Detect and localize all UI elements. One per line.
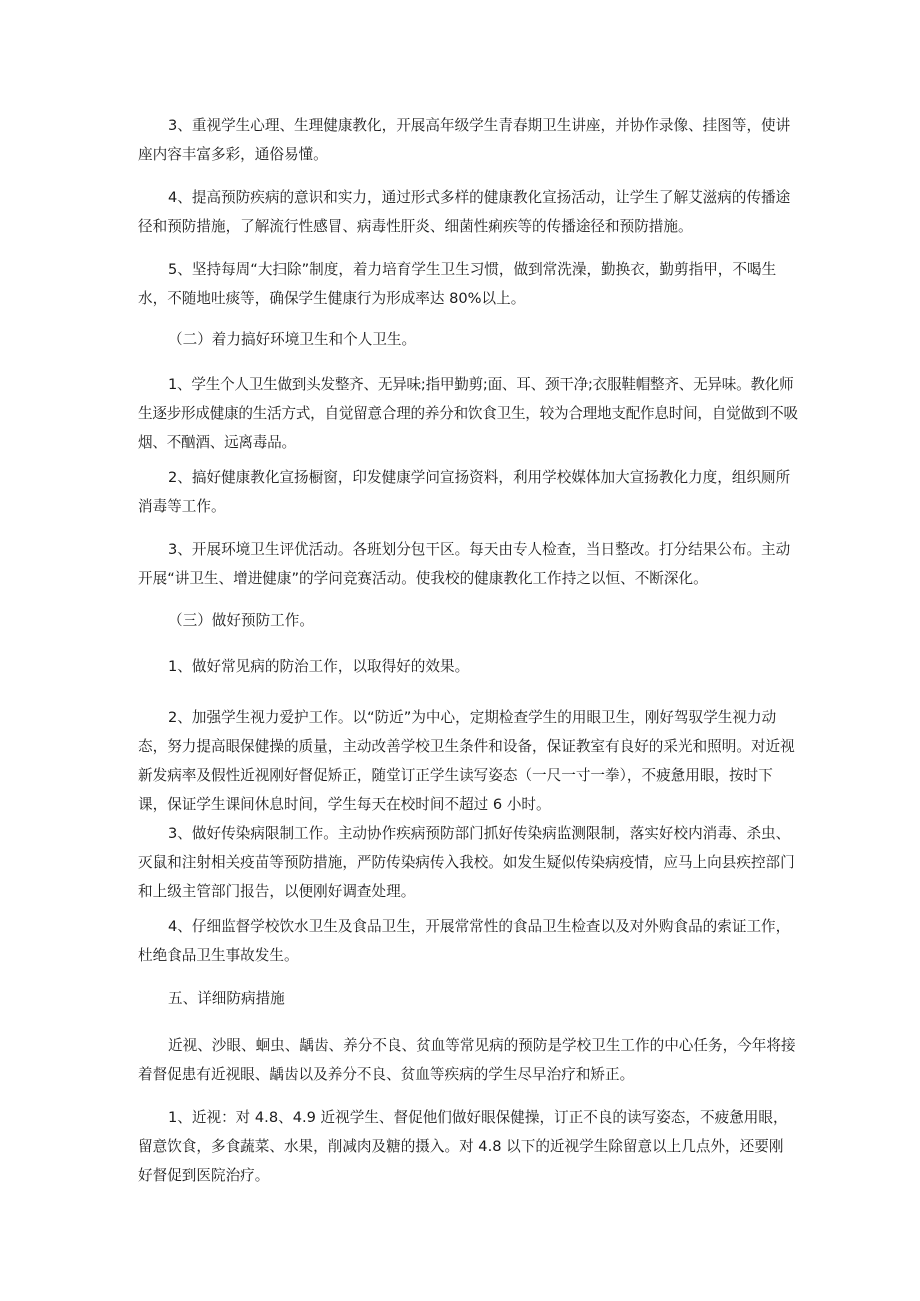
section-heading: 五、详细防病措施 [168,990,285,1007]
section-heading: （三）做好预防工作。 [168,612,314,629]
paragraph: 1、学生个人卫生做到头发整齐、无异味;指甲勤剪;面、耳、颈干净;衣服鞋帽整齐、无异味。教化师生逐步形成健康的生活方式，自觉留意合理的养分和饮食卫生，较为合理地支配作息时间，自觉做到不吸烟、不酗酒、远离毒品。 [138,376,798,451]
paragraph: 2、加强学生视力爱护工作。以“防近”为中心，定期检查学生的用眼卫生，刚好驾驭学生视力动态，努力提高眼保健操的质量，主动改善学校卫生条件和设备，保证教室有良好的采光和照明。对近视新发病率及假性近视刚好督促矫正，随堂订正学生读写姿态（一尺一寸一拳），不疲惫用眼，按时下课，保证学生课间休息时间，学生每天在校时间不超过 6 小时。 [138,709,795,813]
section-heading: （二）着力搞好环境卫生和个人卫生。 [168,331,417,348]
paragraph: 2、搞好健康教化宣扬橱窗，印发健康学问宣扬资料，利用学校媒体加大宣扬教化力度，组织厕所消毒等工作。 [138,469,791,515]
paragraph: 4、提高预防疾病的意识和实力，通过形式多样的健康教化宣扬活动，让学生了解艾滋病的传播途径和预防措施，了解流行性感冒、病毒性肝炎、细菌性痢疾等的传播途径和预防措施。 [138,189,791,235]
paragraph: 3、做好传染病限制工作。主动协作疾病预防部门抓好传染病监测限制，落实好校内消毒、杀虫、灭鼠和注射相关疫苗等预防措施，严防传染病传入我校。如发生疑似传染病疫情，应马上向县疾控部门和上级主管部门报告，以便刚好调查处理。 [138,825,795,900]
paragraph: 3、开展环境卫生评优活动。各班划分包干区。每天由专人检查，当日整改。打分结果公布。主动开展“讲卫生、增进健康”的学问竞赛活动。使我校的健康教化工作持之以恒、不断深化。 [138,541,791,587]
paragraph: 1、近视：对 4.8、4.9 近视学生、督促他们做好眼保健操，订正不良的读写姿态，不疲惫用眼，留意饮食，多食蔬菜、水果，削减肉及糖的摄入。对 4.8 以下的近视学生除留意以上几点外，还要刚好督促到医院治疗。 [138,1109,788,1184]
paragraph: 1、做好常见病的防治工作，以取得好的效果。 [168,658,470,675]
paragraph: 4、仔细监督学校饮水卫生及食品卫生，开展常常性的食品卫生检查以及对外购食品的索证工作，杜绝食品卫生事故发生。 [138,918,791,964]
paragraph: 3、重视学生心理、生理健康教化，开展高年级学生青春期卫生讲座，并协作录像、挂图等，使讲座内容丰富多彩，通俗易懂。 [138,117,791,163]
paragraph: 5、坚持每周“大扫除”制度，着力培育学生卫生习惯，做到常洗澡，勤换衣，勤剪指甲，不喝生水，不随地吐痰等，确保学生健康行为形成率达 80%以上。 [138,261,777,307]
paragraph: 近视、沙眼、蛔虫、龋齿、养分不良、贫血等常见病的预防是学校卫生工作的中心任务，今年将接着督促患有近视眼、龋齿以及养分不良、贫血等疾病的学生尽早治疗和矫正。 [138,1037,796,1083]
